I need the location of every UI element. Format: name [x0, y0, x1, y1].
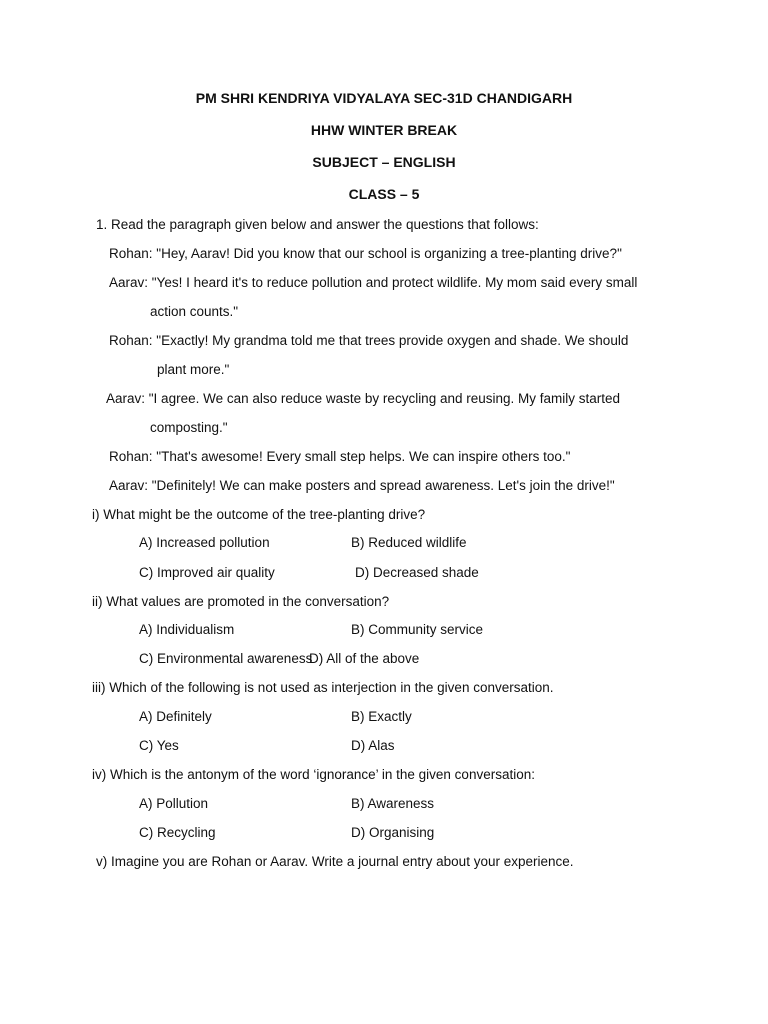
dialogue-line: Aarav: "Definitely! We can make posters and spread awareness. Let's join the drive!" [109, 478, 615, 493]
option-a: A) Individualism [139, 622, 235, 637]
subquestion-text: i) What might be the outcome of the tree-planting drive? [92, 507, 426, 522]
option-d: D) Decreased shade [355, 565, 479, 580]
dialogue-line: action counts." [150, 304, 239, 319]
option-c: C) Improved air quality [139, 565, 275, 580]
class-title: CLASS – 5 [348, 186, 420, 202]
option-b: B) Reduced wildlife [351, 535, 467, 550]
dialogue-line: Rohan: "That's awesome! Every small step helps. We can inspire others too." [109, 449, 571, 464]
option-d: D) Alas [351, 738, 395, 753]
subquestion-text: iv) Which is the antonym of the word ‘ignorance’ in the given conversation: [92, 767, 535, 782]
option-b: B) Awareness [351, 796, 435, 811]
option-d: D) All of the above [309, 651, 420, 666]
subject-title: SUBJECT – ENGLISH [312, 154, 456, 170]
option-b: B) Community service [351, 622, 484, 637]
assignment-title: HHW WINTER BREAK [310, 122, 458, 138]
dialogue-line: Aarav: "I agree. We can also reduce waste by recycling and reusing. My family started [106, 391, 621, 406]
subquestion-text: v) Imagine you are Rohan or Aarav. Write a journal entry about your experience. [96, 854, 574, 869]
option-c: C) Recycling [139, 825, 216, 840]
subquestion-text: iii) Which of the following is not used as interjection in the given conversation. [92, 680, 554, 695]
question-instruction: 1. Read the paragraph given below and answer the questions that follows: [96, 217, 539, 232]
dialogue-line: composting." [150, 420, 228, 435]
option-d: D) Organising [351, 825, 435, 840]
option-c: C) Yes [139, 738, 179, 753]
dialogue-line: plant more." [157, 362, 230, 377]
dialogue-line: Aarav: "Yes! I heard it's to reduce pollution and protect wildlife. My mom said every small [109, 275, 638, 290]
option-a: A) Pollution [139, 796, 209, 811]
dialogue-line: Rohan: "Exactly! My grandma told me that trees provide oxygen and shade. We should [109, 333, 629, 348]
option-a: A) Increased pollution [139, 535, 270, 550]
dialogue-line: Rohan: "Hey, Aarav! Did you know that our school is organizing a tree-planting drive?" [109, 246, 622, 261]
school-name: PM SHRI KENDRIYA VIDYALAYA SEC-31D CHANDIGARH [195, 90, 573, 106]
option-c: C) Environmental awareness [139, 651, 313, 666]
subquestion-text: ii) What values are promoted in the conversation? [92, 594, 390, 609]
option-b: B) Exactly [351, 709, 412, 724]
option-a: A) Definitely [139, 709, 212, 724]
